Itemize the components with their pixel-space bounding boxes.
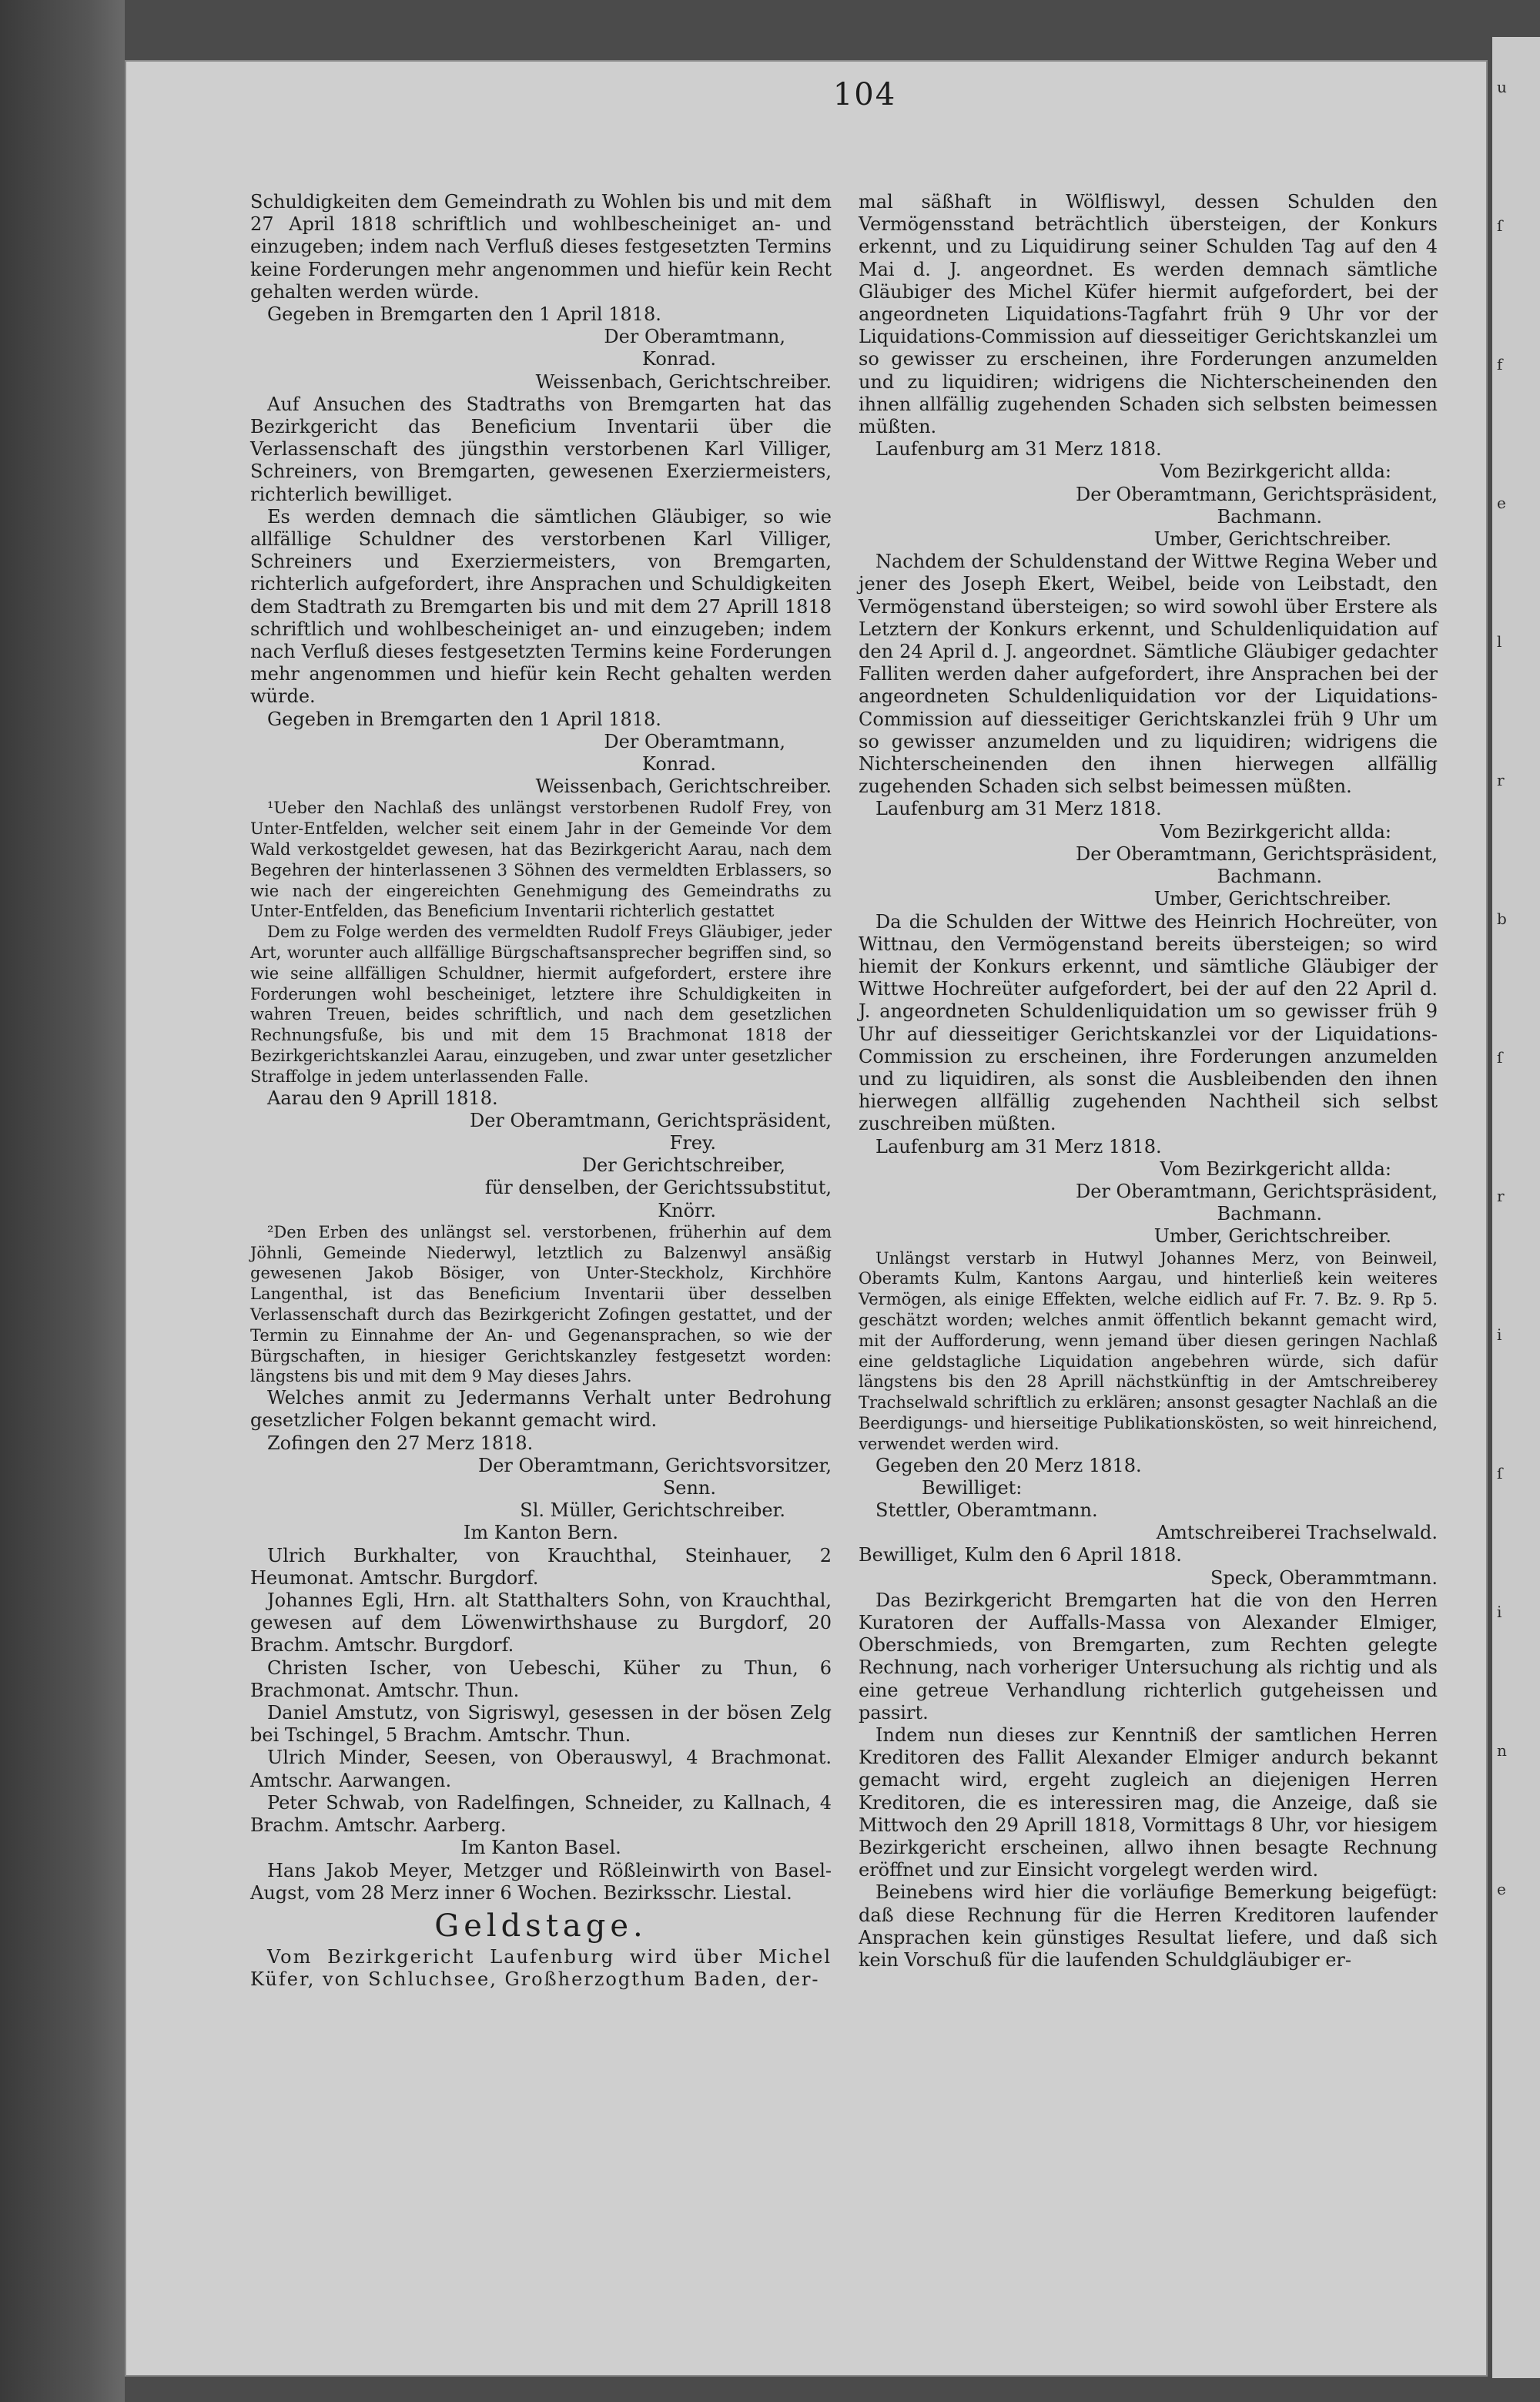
left-column-line: Weissenbach, Gerichtschreiber. <box>535 370 832 393</box>
right-column-line: Laufenburg am 31 Merz 1818. <box>875 798 1162 820</box>
adjacent-page-fragment: r <box>1497 771 1505 789</box>
adjacent-page-edge <box>1492 37 1540 2378</box>
right-column-line: Vom Bezirkgericht allda: <box>1160 461 1391 483</box>
adjacent-page-fragment: i <box>1497 1603 1502 1621</box>
left-column-line: Gegeben in Bremgarten den 1 April 1818. <box>267 708 661 730</box>
left-column-line: ²Den Erben des unlängst sel. verstorbenen, früherhin auf dem Jöhnli, Gemeinde Niederwyl, letztlich zu Balzenwyl ansäßig gewesenen Jakob Bösiger, von Unter-Steckholz, Kirchhöre Langenthal, ist das Beneficium Inventarii über desselben Verlassenschaft durch das Bezirkgericht Zofingen gestattet, und der Termin zu Einnahme der An- und Gegenansprachen, so wie der Bürgschaften, in hiesiger Gerichtskanzley festgesetzt worden: längstens bis und mit dem 9 May dieses Jahrs. <box>250 1222 832 1386</box>
adjacent-page-fragment: r <box>1497 1187 1505 1205</box>
right-column-line: Der Oberamtmann, Gerichtspräsident, <box>1075 1180 1438 1202</box>
left-column <box>250 191 832 1991</box>
left-column-line: Im Kanton Bern. <box>463 1522 619 1544</box>
right-column-line: Da die Schulden der Wittwe des Heinrich Hochreüter, von Wittnau, den Vermögenstand bereits übersteigen; so wird hiemit der Konkurs erkennt, und sämtliche Gläubiger der Wittwe Hochreüter aufgefordert, bei der auf den 22 April d. J. angeordneten Schuldenliquidation um so gewisser früh 9 Uhr auf diesseitiger Gerichtskanzlei vor der Liquidations-Commission zu erscheinen, ihre Forderungen anzumelden und zu liquidiren, als sonst die Ausbleibenden den ihnen hierwegen allfällig zugehenden Nachtheil sich selbst zuschreiben müßten. <box>859 910 1438 1135</box>
left-column-line: Christen Ischer, von Uebeschi, Küher zu Thun, 6 Brachmonat. Amtschr. Thun. <box>250 1657 832 1701</box>
adjacent-page-fragment: e <box>1497 1880 1506 1898</box>
adjacent-page-fragment: ſ <box>1497 216 1503 235</box>
right-column-line: Bewilliget, Kulm den 6 April 1818. <box>859 1544 1182 1566</box>
left-column-line: Hans Jakob Meyer, Metzger und Rößleinwirth von Basel-Augst, vom 28 Merz inner 6 Wochen. Bezirksschr. Liestal. <box>250 1859 832 1904</box>
right-column-line: Umber, Gerichtschreiber. <box>1153 1225 1391 1248</box>
adjacent-page-fragment: ſ <box>1497 1464 1503 1482</box>
right-column-line: Der Oberamtmann, Gerichtspräsident, <box>1075 843 1438 865</box>
left-column-line: Johannes Egli, Hrn. alt Statthalters Sohn, von Krauchthal, gewesen auf dem Löwenwirthshause zu Burgdorf, 20 Brachm. Amtschr. Burgdorf. <box>250 1590 832 1657</box>
right-column-line: Amtschreiberei Trachselwald. <box>1156 1522 1438 1544</box>
adjacent-page-fragment: u <box>1497 78 1507 96</box>
right-column-line: Umber, Gerichtschreiber. <box>1153 528 1391 551</box>
right-column-line: Unlängst verstarb in Hutwyl Johannes Merz, von Beinweil, Oberamts Kulm, Kantons Aargau, und hinterließ kein weiteres Vermögen, als einige Effekten, welche eidlich auf Fr. 7. Bz. 9. Rp 5. geschätzt worden; welches anmit öffentlich bekannt gemacht wird, mit der Aufforderung, wenn jemand über diesen geringen Nachlaß eine geldstagliche Liquidation angebehren würde, sich dafür längstens bis den 28 Aprill nächstkünftig in der Amtschreiberey Trachselwald schriftlich zu erklären; ansonst gesagter Nachlaß an die Beerdigungs- und hierseitige Publikationskösten, so weit hinreichend, verwendet werden wird. <box>859 1248 1438 1453</box>
adjacent-page-fragment: l <box>1497 632 1502 651</box>
adjacent-page-fragments <box>1492 75 1540 1901</box>
left-column-line: für denselben, der Gerichtssubstitut, <box>484 1177 832 1199</box>
left-column-line: Vom Bezirkgericht Laufenburg wird über Michel Küfer, von Schluchsee, Großherzogthum Baden, der- <box>250 1945 832 1991</box>
left-column-line: Daniel Amstutz, von Sigriswyl, gesessen in der bösen Zelg bei Tschingel, 5 Brachm. Amtschr. Thun. <box>250 1702 832 1747</box>
right-column-line: Laufenburg am 31 Merz 1818. <box>875 438 1162 461</box>
adjacent-page-fragment: ſ <box>1497 1048 1503 1067</box>
left-column-line: Senn. <box>662 1477 716 1499</box>
left-column-line: Konrad. <box>642 348 716 370</box>
left-column-line: Gegeben in Bremgarten den 1 April 1818. <box>267 303 661 326</box>
right-column-line: Der Oberamtmann, Gerichtspräsident, <box>1075 483 1438 505</box>
right-column-line: Umber, Gerichtschreiber. <box>1153 888 1391 910</box>
adjacent-page-fragment: e <box>1497 494 1506 512</box>
right-column-line: Bachmann. <box>1217 505 1322 528</box>
left-column-line: Ulrich Minder, Seesen, von Oberauswyl, 4 Brachmonat. Amtschr. Aarwangen. <box>250 1747 832 1791</box>
right-column-line: Vom Bezirkgericht allda: <box>1160 820 1391 843</box>
left-column-line: Weissenbach, Gerichtschreiber. <box>535 776 832 798</box>
adjacent-page-fragment: b <box>1497 910 1507 928</box>
adjacent-page-fragment: n <box>1497 1741 1507 1760</box>
left-column-line: Schuldigkeiten dem Gemeindrath zu Wohlen bis und mit dem 27 April 1818 schriftlich und wohlbescheiniget an- und einzugeben; indem nach Verfluß dieses festgesetzten Termins keine Forderungen mehr angenommen und hiefür kein Recht gehalten werden würde. <box>250 191 832 303</box>
left-column-line: ¹Ueber den Nachlaß des unlängst verstorbenen Rudolf Frey, von Unter-Entfelden, welcher seit einem Jahr in der Gemeinde Vor dem Wald verkostgeldet gewesen, hat das Bezirkgericht Aarau, nach dem Begehren der hinterlassenen 3 Söhnen des vermeldten Erblassers, so wie nach der eingereichten Genehmigung des Gemeindraths zu Unter-Entfelden, das Beneficium Inventarii richterlich gestattet <box>250 799 832 921</box>
left-column-line: Der Oberamtmann, <box>604 326 785 348</box>
right-column-line: Bachmann. <box>1217 866 1322 888</box>
left-column-line: Der Oberamtmann, <box>604 730 785 752</box>
adjacent-page-fragment: i <box>1497 1325 1502 1344</box>
left-column-line: Es werden demnach die sämtlichen Gläubiger, so wie allfällige Schuldner des verstorbenen Karl Villiger, Schreiners und Exerziermeisters, von Bremgarten, richterlich aufgefordert, ihre Ansprachen und Schuldigkeiten dem Stadtrath zu Bremgarten bis und mit dem 27 Aprill 1818 schriftlich und wohlbescheiniget an- und einzugeben; indem nach Verfluß dieses festgesetzten Termins keine Forderungen mehr angenommen und hiefür kein Recht gehalten werden würde. <box>250 505 832 708</box>
right-column-line: Vom Bezirkgericht allda: <box>1160 1157 1391 1180</box>
right-column-line: Speck, Oberammtmann. <box>1210 1566 1438 1589</box>
right-column-line: Das Bezirkgericht Bremgarten hat die von den Herren Kuratoren der Auffalls-Massa von Alexander Elmiger, Oberschmieds, von Bremgarten, zum Rechten gelegte Rechnung, nach vorheriger Untersuchung als richtig und als eine getreue Verhandlung richterlich gutgeheissen und passirt. <box>859 1589 1438 1724</box>
left-column-line: Zofingen den 27 Merz 1818. <box>267 1432 534 1454</box>
left-column-line: Welches anmit zu Jedermanns Verhalt unter Bedrohung gesetzlicher Folgen bekannt gemacht wird. <box>250 1387 832 1432</box>
right-column-line: Nachdem der Schuldenstand der Wittwe Regina Weber und jener des Joseph Ekert, Weibel, beide von Leibstadt, den Vermögenstand übersteigen; so wird sowohl über Erstere als Letztern der Konkurs erkennt, und Schuldenliquidation auf den 24 April d. J. angeordnet. Sämtliche Gläubiger gedachter Falliten werden daher aufgefordert, ihre Ansprachen bei der angeordneten Schuldenliquidation vor der Liquidations-Commission auf diesseitiger Gerichtskanzlei früh 9 Uhr um so gewisser anzumelden und zu liquidiren; widrigens die Nichterscheinenden den ihnen hierwegen allfällig zugehenden Schaden sich selbst beimessen müßten. <box>859 551 1438 798</box>
left-column-line: Dem zu Folge werden des vermeldten Rudolf Freys Gläubiger, jeder Art, worunter auch allfällige Bürgschaftsansprecher begriffen sind, so wie seine allfälligen Schuldner, hiermit aufgefordert, erstere ihre Forderungen wohl bescheiniget, letztere ihre Schuldigkeiten in wahren Treuen, beides schriftlich, und nach dem gesetzlichen Rechnungsfuße, bis und mit dem 15 Brachmonat 1818 der Bezirkgerichtskanzlei Aarau, einzugeben, und zwar unter gesetzlicher Straffolge in jedem unterlassenden Falle. <box>250 923 832 1086</box>
left-column-line: Peter Schwab, von Radelfingen, Schneider, zu Kallnach, 4 Brachm. Amtschr. Aarberg. <box>250 1791 832 1837</box>
left-column-line: Knörr. <box>658 1199 716 1221</box>
right-column-line: Bachmann. <box>1217 1203 1322 1225</box>
right-column <box>859 191 1438 1972</box>
left-column-line: Im Kanton Basel. <box>460 1837 621 1859</box>
right-column-line: Stettler, Oberamtmann. <box>875 1499 1098 1521</box>
left-column-line: Der Gerichtschreiber, <box>581 1154 785 1177</box>
left-column-line: Frey. <box>669 1132 716 1154</box>
right-column-line: Gegeben den 20 Merz 1818. <box>875 1454 1142 1476</box>
right-column-line: Indem nun dieses zur Kenntniß der samtlichen Herren Kreditoren des Fallit Alexander Elmiger andurch bekannt gemacht wird, ergeht zugleich an diejenigen Herren Kreditoren, die es interessiren mag, die Anzeige, daß sie Mittwoch den 29 Aprill 1818, Vormittags 8 Uhr, vor hiesigem Bezirkgericht erscheinen, allwo ihnen besagte Rechnung eröffnet und zur Einsicht vorgelegt werden wird. <box>859 1724 1438 1881</box>
adjacent-page-fragment: f <box>1497 355 1503 374</box>
right-column-line: mal säßhaft in Wölfliswyl, dessen Schulden den Vermögensstand beträchtlich übersteigen, der Konkurs erkennt, und zu Liquidirung seiner Schulden Tag auf den 4 Mai d. J. angeordnet. Es werden demnach sämtliche Gläubiger des Michel Küfer hiermit aufgefordert, bei der angeordneten Liquidations-Tagfahrt früh 9 Uhr vor der Liquidations-Commission auf diesseitiger Gerichtskanzlei um so gewisser zu erscheinen, ihre Forderungen anzumelden und zu liquidiren; widrigens die Nichterscheinenden den ihnen allfällig zugehenden Schaden sich selbsten beimessen müßten. <box>859 191 1438 438</box>
left-column-line: Der Oberamtmann, Gerichtspräsident, <box>469 1109 832 1131</box>
right-column-line: Bewilliget: <box>922 1476 1023 1499</box>
right-column-line: Laufenburg am 31 Merz 1818. <box>875 1135 1162 1157</box>
left-column-line: Auf Ansuchen des Stadtraths von Bremgarten hat das Bezirkgericht das Beneficium Inventarii über die Verlassenschaft des jüngsthin verstorbenen Karl Villiger, Schreiners, von Bremgarten, gewesenen Exerziermeisters, richterlich bewilliget. <box>250 393 832 505</box>
page-number: 104 <box>832 77 897 112</box>
left-column-line: Aarau den 9 Aprill 1818. <box>267 1087 498 1109</box>
left-column-line: Sl. Müller, Gerichtschreiber. <box>520 1499 785 1522</box>
section-heading: Geldstage. <box>434 1908 648 1944</box>
left-background-strip <box>0 0 125 2402</box>
left-column-line: Der Oberamtmann, Gerichtsvorsitzer, <box>477 1454 832 1476</box>
left-column-line: Ulrich Burkhalter, von Krauchthal, Steinhauer, 2 Heumonat. Amtschr. Burgdorf. <box>250 1544 832 1589</box>
left-column-line: Konrad. <box>642 753 716 776</box>
right-column-line: Beinebens wird hier die vorläufige Bemerkung beigefügt: daß diese Rechnung für die Herren Kreditoren laufender Ansprachen kein günstiges Resultat liefere, und daß sich kein Vorschuß für die laufenden Schuldgläubiger er- <box>859 1881 1438 1971</box>
